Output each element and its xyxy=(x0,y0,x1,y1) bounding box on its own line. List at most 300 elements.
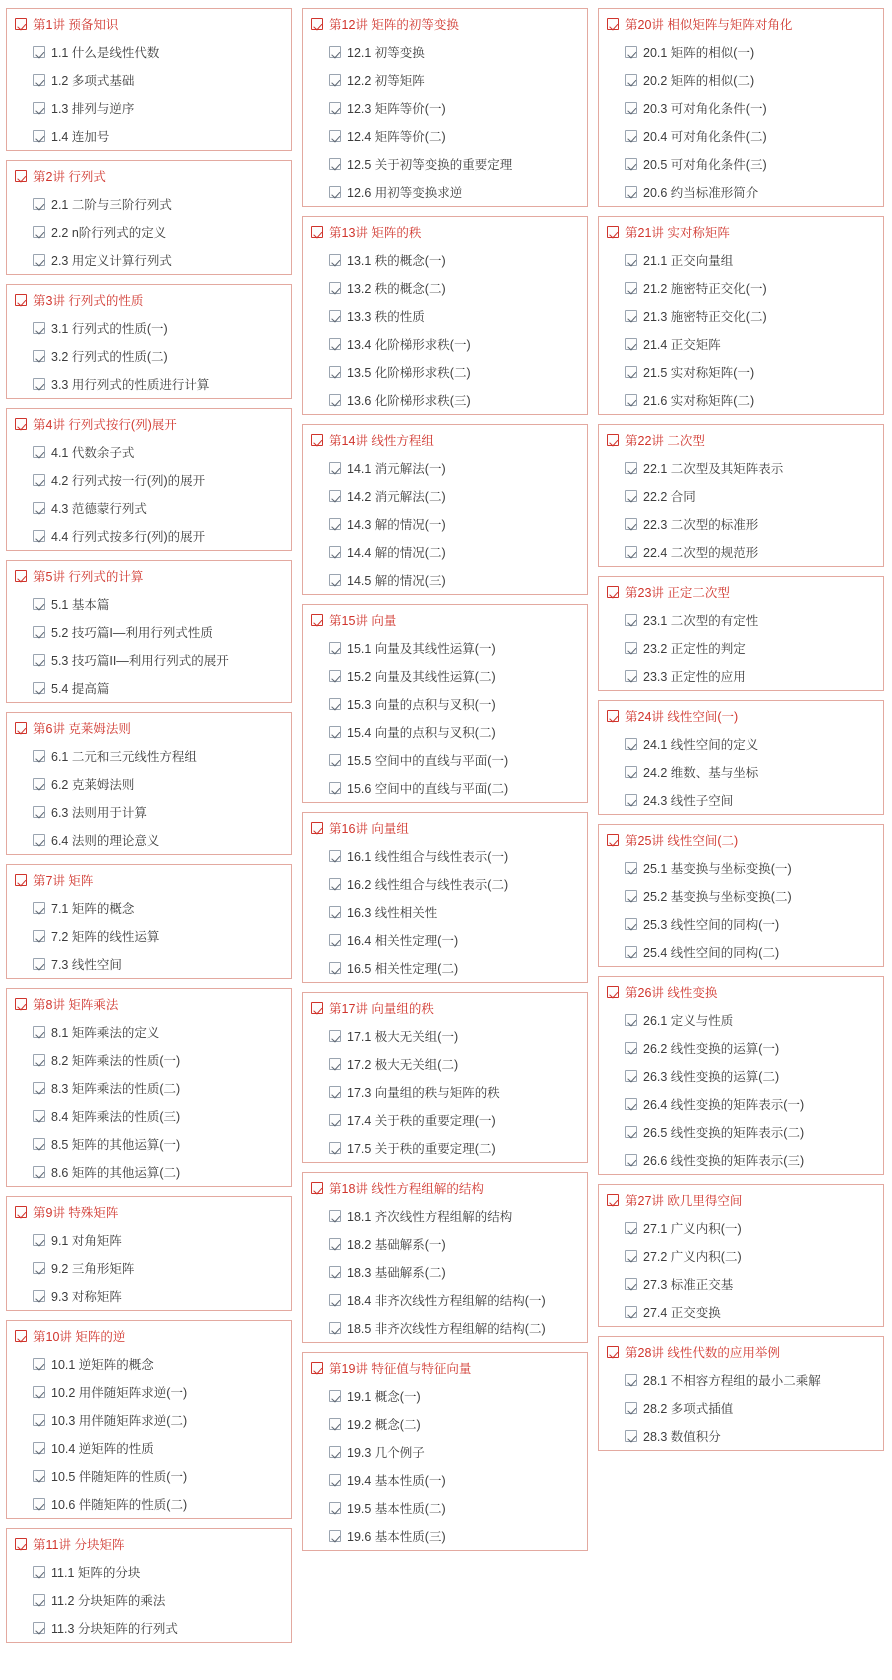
lesson-checkbox-checked-icon[interactable] xyxy=(33,1026,45,1038)
chapter-header[interactable] xyxy=(599,217,883,246)
lesson-checkbox-checked-icon[interactable] xyxy=(329,158,341,170)
chapter-checkbox-checked-icon[interactable] xyxy=(15,722,27,734)
chapter-header[interactable] xyxy=(599,1337,883,1366)
lesson-checkbox-checked-icon[interactable] xyxy=(33,750,45,762)
list-item[interactable] xyxy=(599,246,883,274)
lesson-checkbox-checked-icon[interactable] xyxy=(33,1442,45,1454)
list-item[interactable] xyxy=(599,150,883,178)
list-item[interactable] xyxy=(599,274,883,302)
lesson-checkbox-checked-icon[interactable] xyxy=(329,878,341,890)
list-item[interactable] xyxy=(7,1158,291,1186)
list-item[interactable] xyxy=(303,774,587,802)
lesson-checkbox-checked-icon[interactable] xyxy=(33,350,45,362)
chapter-header[interactable] xyxy=(303,1173,587,1202)
lesson-checkbox-checked-icon[interactable] xyxy=(329,1266,341,1278)
chapter-checkbox-checked-icon[interactable] xyxy=(15,1206,27,1218)
lesson-checkbox-checked-icon[interactable] xyxy=(625,130,637,142)
list-item[interactable] xyxy=(303,358,587,386)
lesson-checkbox-checked-icon[interactable] xyxy=(33,1138,45,1150)
list-item[interactable] xyxy=(599,938,883,966)
list-item[interactable] xyxy=(599,1366,883,1394)
chapter-header[interactable] xyxy=(599,425,883,454)
lesson-checkbox-checked-icon[interactable] xyxy=(329,394,341,406)
lesson-checkbox-checked-icon[interactable] xyxy=(33,958,45,970)
lesson-checkbox-checked-icon[interactable] xyxy=(625,102,637,114)
list-item[interactable] xyxy=(303,1494,587,1522)
chapter-header[interactable] xyxy=(303,9,587,38)
list-item[interactable] xyxy=(7,122,291,150)
lesson-checkbox-checked-icon[interactable] xyxy=(33,1470,45,1482)
lesson-checkbox-checked-icon[interactable] xyxy=(329,1322,341,1334)
lesson-checkbox-checked-icon[interactable] xyxy=(33,1110,45,1122)
list-item[interactable] xyxy=(599,854,883,882)
lesson-checkbox-checked-icon[interactable] xyxy=(329,670,341,682)
chapter-checkbox-checked-icon[interactable] xyxy=(15,1538,27,1550)
chapter-header[interactable] xyxy=(303,217,587,246)
lesson-checkbox-checked-icon[interactable] xyxy=(33,1166,45,1178)
chapter-header[interactable] xyxy=(7,161,291,190)
lesson-checkbox-checked-icon[interactable] xyxy=(625,74,637,86)
chapter-header[interactable] xyxy=(303,1353,587,1382)
lesson-checkbox-checked-icon[interactable] xyxy=(625,1042,637,1054)
lesson-checkbox-checked-icon[interactable] xyxy=(329,754,341,766)
list-item[interactable] xyxy=(303,510,587,538)
lesson-checkbox-checked-icon[interactable] xyxy=(625,1430,637,1442)
list-item[interactable] xyxy=(599,634,883,662)
lesson-checkbox-checked-icon[interactable] xyxy=(625,766,637,778)
lesson-checkbox-checked-icon[interactable] xyxy=(33,378,45,390)
lesson-checkbox-checked-icon[interactable] xyxy=(329,934,341,946)
chapter-checkbox-checked-icon[interactable] xyxy=(15,874,27,886)
list-item[interactable] xyxy=(599,662,883,690)
lesson-checkbox-checked-icon[interactable] xyxy=(329,254,341,266)
list-item[interactable] xyxy=(7,190,291,218)
list-item[interactable] xyxy=(303,178,587,206)
lesson-checkbox-checked-icon[interactable] xyxy=(625,462,637,474)
lesson-checkbox-checked-icon[interactable] xyxy=(329,310,341,322)
list-item[interactable] xyxy=(7,1350,291,1378)
list-item[interactable] xyxy=(303,870,587,898)
list-item[interactable] xyxy=(599,386,883,414)
lesson-checkbox-checked-icon[interactable] xyxy=(625,1014,637,1026)
list-item[interactable] xyxy=(599,1270,883,1298)
chapter-checkbox-checked-icon[interactable] xyxy=(15,1330,27,1342)
list-item[interactable] xyxy=(303,94,587,122)
chapter-checkbox-checked-icon[interactable] xyxy=(15,418,27,430)
chapter-checkbox-checked-icon[interactable] xyxy=(15,170,27,182)
list-item[interactable] xyxy=(303,1382,587,1410)
lesson-checkbox-checked-icon[interactable] xyxy=(625,1222,637,1234)
list-item[interactable] xyxy=(303,1202,587,1230)
lesson-checkbox-checked-icon[interactable] xyxy=(329,338,341,350)
lesson-checkbox-checked-icon[interactable] xyxy=(625,518,637,530)
list-item[interactable] xyxy=(7,922,291,950)
chapter-checkbox-checked-icon[interactable] xyxy=(15,998,27,1010)
chapter-header[interactable] xyxy=(7,561,291,590)
lesson-checkbox-checked-icon[interactable] xyxy=(33,1054,45,1066)
list-item[interactable] xyxy=(599,302,883,330)
lesson-checkbox-checked-icon[interactable] xyxy=(329,850,341,862)
list-item[interactable] xyxy=(599,358,883,386)
list-item[interactable] xyxy=(599,910,883,938)
list-item[interactable] xyxy=(7,1490,291,1518)
chapter-checkbox-checked-icon[interactable] xyxy=(607,18,619,30)
lesson-checkbox-checked-icon[interactable] xyxy=(33,1262,45,1274)
list-item[interactable] xyxy=(599,786,883,814)
list-item[interactable] xyxy=(7,1254,291,1282)
lesson-checkbox-checked-icon[interactable] xyxy=(329,1086,341,1098)
lesson-checkbox-checked-icon[interactable] xyxy=(625,366,637,378)
list-item[interactable] xyxy=(303,150,587,178)
chapter-checkbox-checked-icon[interactable] xyxy=(311,614,323,626)
lesson-checkbox-checked-icon[interactable] xyxy=(33,598,45,610)
lesson-checkbox-checked-icon[interactable] xyxy=(33,198,45,210)
list-item[interactable] xyxy=(7,370,291,398)
list-item[interactable] xyxy=(7,798,291,826)
list-item[interactable] xyxy=(303,1286,587,1314)
list-item[interactable] xyxy=(599,38,883,66)
lesson-checkbox-checked-icon[interactable] xyxy=(33,930,45,942)
list-item[interactable] xyxy=(303,302,587,330)
list-item[interactable] xyxy=(599,882,883,910)
list-item[interactable] xyxy=(7,494,291,522)
list-item[interactable] xyxy=(303,66,587,94)
list-item[interactable] xyxy=(599,1214,883,1242)
list-item[interactable] xyxy=(599,1422,883,1450)
list-item[interactable] xyxy=(599,66,883,94)
list-item[interactable] xyxy=(599,178,883,206)
lesson-checkbox-checked-icon[interactable] xyxy=(33,778,45,790)
list-item[interactable] xyxy=(599,510,883,538)
list-item[interactable] xyxy=(7,522,291,550)
list-item[interactable] xyxy=(7,94,291,122)
list-item[interactable] xyxy=(7,38,291,66)
list-item[interactable] xyxy=(599,1062,883,1090)
lesson-checkbox-checked-icon[interactable] xyxy=(33,102,45,114)
list-item[interactable] xyxy=(7,466,291,494)
chapter-header[interactable] xyxy=(599,9,883,38)
chapter-checkbox-checked-icon[interactable] xyxy=(607,586,619,598)
lesson-checkbox-checked-icon[interactable] xyxy=(329,1390,341,1402)
list-item[interactable] xyxy=(303,1078,587,1106)
list-item[interactable] xyxy=(599,122,883,150)
list-item[interactable] xyxy=(303,1230,587,1258)
lesson-checkbox-checked-icon[interactable] xyxy=(329,906,341,918)
lesson-checkbox-checked-icon[interactable] xyxy=(625,546,637,558)
list-item[interactable] xyxy=(7,1434,291,1462)
chapter-header[interactable] xyxy=(599,1185,883,1214)
lesson-checkbox-checked-icon[interactable] xyxy=(33,322,45,334)
lesson-checkbox-checked-icon[interactable] xyxy=(33,74,45,86)
list-item[interactable] xyxy=(303,1022,587,1050)
lesson-checkbox-checked-icon[interactable] xyxy=(625,1374,637,1386)
list-item[interactable] xyxy=(599,1146,883,1174)
lesson-checkbox-checked-icon[interactable] xyxy=(33,502,45,514)
list-item[interactable] xyxy=(599,1394,883,1422)
lesson-checkbox-checked-icon[interactable] xyxy=(33,834,45,846)
lesson-checkbox-checked-icon[interactable] xyxy=(329,1114,341,1126)
list-item[interactable] xyxy=(303,454,587,482)
list-item[interactable] xyxy=(303,718,587,746)
chapter-header[interactable] xyxy=(303,813,587,842)
list-item[interactable] xyxy=(599,454,883,482)
chapter-checkbox-checked-icon[interactable] xyxy=(607,710,619,722)
list-item[interactable] xyxy=(7,1282,291,1310)
lesson-checkbox-checked-icon[interactable] xyxy=(329,1058,341,1070)
list-item[interactable] xyxy=(599,606,883,634)
list-item[interactable] xyxy=(303,246,587,274)
lesson-checkbox-checked-icon[interactable] xyxy=(33,474,45,486)
chapter-header[interactable] xyxy=(7,989,291,1018)
lesson-checkbox-checked-icon[interactable] xyxy=(625,338,637,350)
chapter-checkbox-checked-icon[interactable] xyxy=(15,294,27,306)
list-item[interactable] xyxy=(303,842,587,870)
lesson-checkbox-checked-icon[interactable] xyxy=(625,282,637,294)
chapter-checkbox-checked-icon[interactable] xyxy=(311,18,323,30)
list-item[interactable] xyxy=(599,1118,883,1146)
lesson-checkbox-checked-icon[interactable] xyxy=(625,186,637,198)
lesson-checkbox-checked-icon[interactable] xyxy=(33,1386,45,1398)
lesson-checkbox-checked-icon[interactable] xyxy=(33,1234,45,1246)
lesson-checkbox-checked-icon[interactable] xyxy=(329,1446,341,1458)
lesson-checkbox-checked-icon[interactable] xyxy=(329,698,341,710)
chapter-checkbox-checked-icon[interactable] xyxy=(15,570,27,582)
lesson-checkbox-checked-icon[interactable] xyxy=(625,490,637,502)
lesson-checkbox-checked-icon[interactable] xyxy=(625,918,637,930)
chapter-checkbox-checked-icon[interactable] xyxy=(15,18,27,30)
lesson-checkbox-checked-icon[interactable] xyxy=(329,1502,341,1514)
chapter-header[interactable] xyxy=(7,865,291,894)
list-item[interactable] xyxy=(303,1314,587,1342)
lesson-checkbox-checked-icon[interactable] xyxy=(329,1530,341,1542)
lesson-checkbox-checked-icon[interactable] xyxy=(625,946,637,958)
list-item[interactable] xyxy=(303,898,587,926)
list-item[interactable] xyxy=(7,1130,291,1158)
list-item[interactable] xyxy=(7,674,291,702)
list-item[interactable] xyxy=(303,538,587,566)
list-item[interactable] xyxy=(303,1134,587,1162)
list-item[interactable] xyxy=(7,646,291,674)
list-item[interactable] xyxy=(7,742,291,770)
lesson-checkbox-checked-icon[interactable] xyxy=(33,626,45,638)
list-item[interactable] xyxy=(303,926,587,954)
list-item[interactable] xyxy=(7,894,291,922)
list-item[interactable] xyxy=(303,662,587,690)
list-item[interactable] xyxy=(303,1106,587,1134)
list-item[interactable] xyxy=(7,1074,291,1102)
lesson-checkbox-checked-icon[interactable] xyxy=(33,1566,45,1578)
chapter-checkbox-checked-icon[interactable] xyxy=(311,434,323,446)
lesson-checkbox-checked-icon[interactable] xyxy=(329,74,341,86)
lesson-checkbox-checked-icon[interactable] xyxy=(625,614,637,626)
list-item[interactable] xyxy=(303,38,587,66)
chapter-header[interactable] xyxy=(7,1197,291,1226)
lesson-checkbox-checked-icon[interactable] xyxy=(33,446,45,458)
lesson-checkbox-checked-icon[interactable] xyxy=(33,806,45,818)
lesson-checkbox-checked-icon[interactable] xyxy=(625,1306,637,1318)
chapter-checkbox-checked-icon[interactable] xyxy=(607,434,619,446)
lesson-checkbox-checked-icon[interactable] xyxy=(33,226,45,238)
list-item[interactable] xyxy=(599,1034,883,1062)
list-item[interactable] xyxy=(7,950,291,978)
chapter-checkbox-checked-icon[interactable] xyxy=(311,1182,323,1194)
list-item[interactable] xyxy=(7,1406,291,1434)
list-item[interactable] xyxy=(303,746,587,774)
list-item[interactable] xyxy=(599,758,883,786)
list-item[interactable] xyxy=(303,1466,587,1494)
list-item[interactable] xyxy=(7,342,291,370)
list-item[interactable] xyxy=(7,1102,291,1130)
list-item[interactable] xyxy=(303,1410,587,1438)
lesson-checkbox-checked-icon[interactable] xyxy=(329,1294,341,1306)
chapter-header[interactable] xyxy=(7,409,291,438)
list-item[interactable] xyxy=(7,590,291,618)
list-item[interactable] xyxy=(7,314,291,342)
list-item[interactable] xyxy=(599,538,883,566)
list-item[interactable] xyxy=(7,438,291,466)
chapter-checkbox-checked-icon[interactable] xyxy=(607,226,619,238)
lesson-checkbox-checked-icon[interactable] xyxy=(329,1418,341,1430)
chapter-header[interactable] xyxy=(599,825,883,854)
lesson-checkbox-checked-icon[interactable] xyxy=(329,1142,341,1154)
list-item[interactable] xyxy=(303,1050,587,1078)
lesson-checkbox-checked-icon[interactable] xyxy=(329,282,341,294)
lesson-checkbox-checked-icon[interactable] xyxy=(33,46,45,58)
lesson-checkbox-checked-icon[interactable] xyxy=(33,1594,45,1606)
chapter-header[interactable] xyxy=(7,9,291,38)
list-item[interactable] xyxy=(303,954,587,982)
list-item[interactable] xyxy=(303,566,587,594)
chapter-checkbox-checked-icon[interactable] xyxy=(311,822,323,834)
lesson-checkbox-checked-icon[interactable] xyxy=(625,1278,637,1290)
list-item[interactable] xyxy=(303,386,587,414)
list-item[interactable] xyxy=(599,730,883,758)
chapter-checkbox-checked-icon[interactable] xyxy=(607,1346,619,1358)
lesson-checkbox-checked-icon[interactable] xyxy=(625,310,637,322)
list-item[interactable] xyxy=(7,618,291,646)
lesson-checkbox-checked-icon[interactable] xyxy=(33,530,45,542)
lesson-checkbox-checked-icon[interactable] xyxy=(329,1474,341,1486)
lesson-checkbox-checked-icon[interactable] xyxy=(625,642,637,654)
lesson-checkbox-checked-icon[interactable] xyxy=(625,158,637,170)
list-item[interactable] xyxy=(599,94,883,122)
lesson-checkbox-checked-icon[interactable] xyxy=(329,462,341,474)
lesson-checkbox-checked-icon[interactable] xyxy=(329,130,341,142)
lesson-checkbox-checked-icon[interactable] xyxy=(33,1290,45,1302)
lesson-checkbox-checked-icon[interactable] xyxy=(625,1070,637,1082)
lesson-checkbox-checked-icon[interactable] xyxy=(625,890,637,902)
chapter-header[interactable] xyxy=(303,425,587,454)
list-item[interactable] xyxy=(7,826,291,854)
lesson-checkbox-checked-icon[interactable] xyxy=(329,642,341,654)
lesson-checkbox-checked-icon[interactable] xyxy=(329,102,341,114)
chapter-header[interactable] xyxy=(7,713,291,742)
chapter-checkbox-checked-icon[interactable] xyxy=(311,226,323,238)
lesson-checkbox-checked-icon[interactable] xyxy=(625,46,637,58)
list-item[interactable] xyxy=(7,770,291,798)
chapter-header[interactable] xyxy=(303,993,587,1022)
list-item[interactable] xyxy=(303,330,587,358)
lesson-checkbox-checked-icon[interactable] xyxy=(329,546,341,558)
lesson-checkbox-checked-icon[interactable] xyxy=(625,862,637,874)
chapter-header[interactable] xyxy=(599,577,883,606)
lesson-checkbox-checked-icon[interactable] xyxy=(329,366,341,378)
list-item[interactable] xyxy=(303,1258,587,1286)
list-item[interactable] xyxy=(7,1046,291,1074)
chapter-checkbox-checked-icon[interactable] xyxy=(311,1002,323,1014)
lesson-checkbox-checked-icon[interactable] xyxy=(625,794,637,806)
chapter-checkbox-checked-icon[interactable] xyxy=(607,986,619,998)
list-item[interactable] xyxy=(599,1298,883,1326)
list-item[interactable] xyxy=(7,1614,291,1642)
chapter-checkbox-checked-icon[interactable] xyxy=(311,1362,323,1374)
lesson-checkbox-checked-icon[interactable] xyxy=(625,394,637,406)
lesson-checkbox-checked-icon[interactable] xyxy=(625,738,637,750)
lesson-checkbox-checked-icon[interactable] xyxy=(329,726,341,738)
list-item[interactable] xyxy=(599,1006,883,1034)
list-item[interactable] xyxy=(303,1438,587,1466)
lesson-checkbox-checked-icon[interactable] xyxy=(33,130,45,142)
list-item[interactable] xyxy=(7,66,291,94)
list-item[interactable] xyxy=(7,1462,291,1490)
list-item[interactable] xyxy=(7,1586,291,1614)
lesson-checkbox-checked-icon[interactable] xyxy=(33,1358,45,1370)
list-item[interactable] xyxy=(303,634,587,662)
list-item[interactable] xyxy=(7,1226,291,1254)
lesson-checkbox-checked-icon[interactable] xyxy=(33,902,45,914)
list-item[interactable] xyxy=(7,1018,291,1046)
lesson-checkbox-checked-icon[interactable] xyxy=(329,490,341,502)
lesson-checkbox-checked-icon[interactable] xyxy=(329,186,341,198)
list-item[interactable] xyxy=(303,122,587,150)
lesson-checkbox-checked-icon[interactable] xyxy=(625,1098,637,1110)
list-item[interactable] xyxy=(303,482,587,510)
chapter-header[interactable] xyxy=(7,285,291,314)
lesson-checkbox-checked-icon[interactable] xyxy=(329,518,341,530)
lesson-checkbox-checked-icon[interactable] xyxy=(329,1030,341,1042)
lesson-checkbox-checked-icon[interactable] xyxy=(33,254,45,266)
lesson-checkbox-checked-icon[interactable] xyxy=(33,1082,45,1094)
chapter-header[interactable] xyxy=(599,701,883,730)
list-item[interactable] xyxy=(599,482,883,510)
lesson-checkbox-checked-icon[interactable] xyxy=(625,1154,637,1166)
list-item[interactable] xyxy=(7,246,291,274)
chapter-header[interactable] xyxy=(599,977,883,1006)
chapter-checkbox-checked-icon[interactable] xyxy=(607,834,619,846)
chapter-header[interactable] xyxy=(7,1529,291,1558)
lesson-checkbox-checked-icon[interactable] xyxy=(329,574,341,586)
list-item[interactable] xyxy=(7,1378,291,1406)
lesson-checkbox-checked-icon[interactable] xyxy=(625,670,637,682)
list-item[interactable] xyxy=(7,218,291,246)
list-item[interactable] xyxy=(303,274,587,302)
lesson-checkbox-checked-icon[interactable] xyxy=(625,1250,637,1262)
list-item[interactable] xyxy=(599,330,883,358)
lesson-checkbox-checked-icon[interactable] xyxy=(625,254,637,266)
chapter-header[interactable] xyxy=(7,1321,291,1350)
lesson-checkbox-checked-icon[interactable] xyxy=(33,1622,45,1634)
lesson-checkbox-checked-icon[interactable] xyxy=(33,682,45,694)
lesson-checkbox-checked-icon[interactable] xyxy=(33,1414,45,1426)
lesson-checkbox-checked-icon[interactable] xyxy=(329,782,341,794)
list-item[interactable] xyxy=(303,1522,587,1550)
list-item[interactable] xyxy=(599,1242,883,1270)
lesson-checkbox-checked-icon[interactable] xyxy=(33,1498,45,1510)
lesson-checkbox-checked-icon[interactable] xyxy=(329,962,341,974)
list-item[interactable] xyxy=(599,1090,883,1118)
lesson-checkbox-checked-icon[interactable] xyxy=(329,1210,341,1222)
lesson-checkbox-checked-icon[interactable] xyxy=(329,1238,341,1250)
